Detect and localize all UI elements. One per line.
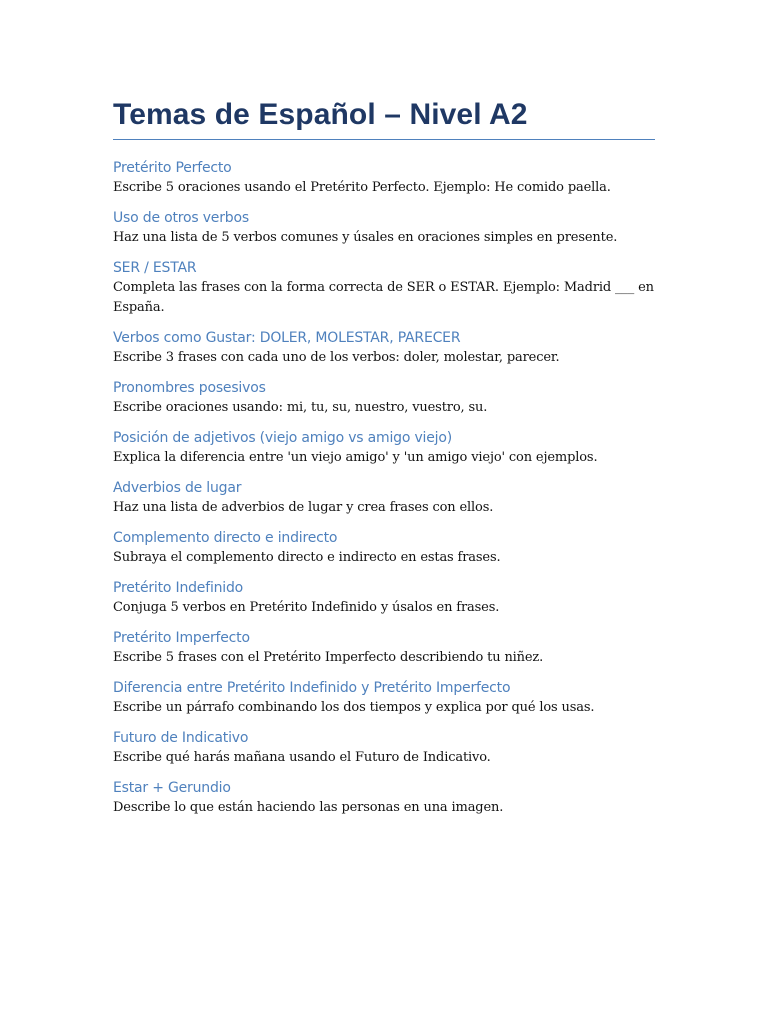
topic-item bbox=[113, 478, 655, 518]
topic-instruction: Escribe oraciones usando: mi, tu, su, nuestro, vuestro, su. bbox=[113, 400, 488, 415]
topic-heading: Diferencia entre Pretérito Indefinido y Pretérito Imperfecto bbox=[113, 680, 511, 696]
topic-heading: Estar + Gerundio bbox=[113, 780, 231, 796]
topic-instruction: Explica la diferencia entre 'un viejo amigo' y 'un amigo viejo' con ejemplos. bbox=[113, 450, 598, 465]
document-page bbox=[113, 94, 655, 828]
topic-item bbox=[113, 728, 655, 768]
topic-heading: Complemento directo e indirecto bbox=[113, 530, 338, 546]
topic-instruction: Conjuga 5 verbos en Pretérito Indefinido y úsalos en frases. bbox=[113, 600, 500, 615]
topic-item bbox=[113, 578, 655, 618]
topic-instruction: Describe lo que están haciendo las personas en una imagen. bbox=[113, 800, 504, 815]
topic-item bbox=[113, 528, 655, 568]
topic-heading: Verbos como Gustar: DOLER, MOLESTAR, PARECER bbox=[113, 330, 461, 346]
topic-item bbox=[113, 258, 655, 318]
topic-heading: Adverbios de lugar bbox=[113, 480, 242, 496]
topic-instruction: Haz una lista de adverbios de lugar y crea frases con ellos. bbox=[113, 500, 494, 515]
topic-item bbox=[113, 328, 655, 368]
topic-item bbox=[113, 678, 655, 718]
topic-heading: Pretérito Indefinido bbox=[113, 580, 244, 596]
topic-instruction: Subraya el complemento directo e indirecto en estas frases. bbox=[113, 550, 501, 565]
topic-item bbox=[113, 208, 655, 248]
topic-heading: Futuro de Indicativo bbox=[113, 730, 249, 746]
topic-heading: Posición de adjetivos (viejo amigo vs amigo viejo) bbox=[113, 430, 452, 446]
topic-instruction: Escribe qué harás mañana usando el Futuro de Indicativo. bbox=[113, 750, 491, 765]
topic-item bbox=[113, 378, 655, 418]
topic-instruction: Completa las frases con la forma correcta de SER o ESTAR. Ejemplo: Madrid ___ en España. bbox=[113, 280, 654, 315]
topic-heading: Pretérito Imperfecto bbox=[113, 630, 250, 646]
topic-heading: SER / ESTAR bbox=[113, 260, 197, 276]
topic-item bbox=[113, 628, 655, 668]
topic-item bbox=[113, 778, 655, 818]
topic-instruction: Escribe 5 frases con el Pretérito Imperfecto describiendo tu niñez. bbox=[113, 650, 544, 665]
topic-instruction: Haz una lista de 5 verbos comunes y úsales en oraciones simples en presente. bbox=[113, 230, 618, 245]
topic-instruction: Escribe 5 oraciones usando el Pretérito Perfecto. Ejemplo: He comido paella. bbox=[113, 180, 611, 195]
page-title: Temas de Español – Nivel A2 bbox=[113, 94, 655, 140]
topic-instruction: Escribe un párrafo combinando los dos tiempos y explica por qué los usas. bbox=[113, 700, 595, 715]
topic-heading: Pretérito Perfecto bbox=[113, 160, 232, 176]
topic-item bbox=[113, 158, 655, 198]
topic-item bbox=[113, 428, 655, 468]
topic-heading: Pronombres posesivos bbox=[113, 380, 266, 396]
topic-instruction: Escribe 3 frases con cada uno de los verbos: doler, molestar, parecer. bbox=[113, 350, 560, 365]
topic-list bbox=[113, 158, 655, 818]
topic-heading: Uso de otros verbos bbox=[113, 210, 249, 226]
